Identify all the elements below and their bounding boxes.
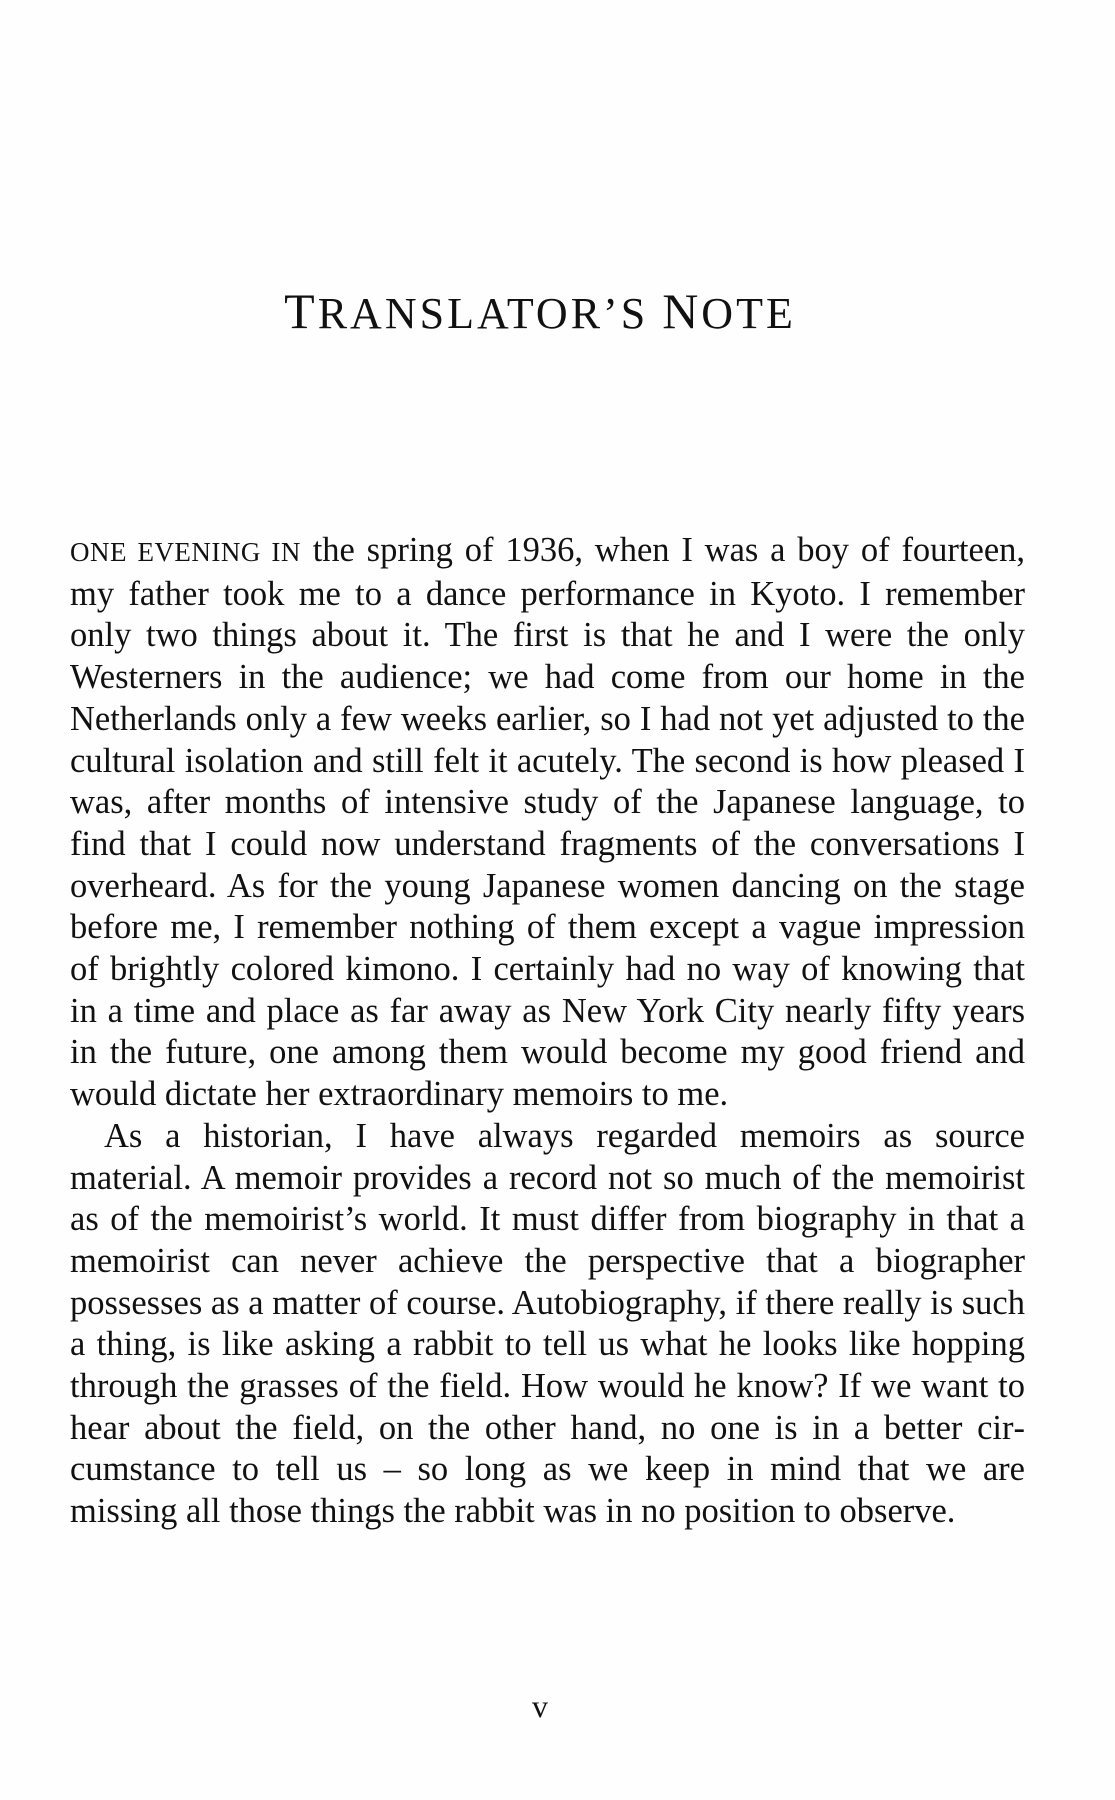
page-number: v [532, 1688, 548, 1724]
paragraph-1 [70, 530, 1025, 1116]
title-initial-2: N [662, 283, 702, 339]
chapter-title [0, 282, 1080, 340]
paragraph-1-text: the spring of 1936, when I was a boy of fourteen, my father took me to a dance performance in Kyoto. I remember only two things about it. The first is that he and I were the only Westerners in the audience; we had come from our home in the Netherlands only a few weeks earlier, so I had not yet adjusted to the cultural isolation and still felt it acutely. The second is how pleased I was, after months of intensive study of the Japanese language, to find that I could now understand fragments of the conversations I overheard. As for the young Japanese women dancing on the stage before me, I remember nothing of them except a vague impression of brightly colored kimono. I certainly had no way of knowing that in a time and place as far away as New York City nearly fifty years in the future, one among them would become my good friend and would dictate her extraordinary memoirs to me. [70, 531, 1026, 1114]
title-initial-1: T [284, 283, 318, 339]
paragraph-lead-smallcaps: ONE EVENING IN [70, 537, 301, 567]
title-word-2: OTE [701, 289, 796, 338]
title-word-1: RANSLATOR’S [317, 289, 649, 338]
paragraph-2: As a historian, I have always regarded memoirs as source material. A memoir provides a record not so much of the memoirist as of the memoirist’s world. It must differ from biography in that a memoirist can never achieve the perspective that a biographer possesses as a matter of course. Autobiography, if there really is such a thing, is like asking a rabbit to tell us what he looks like hopping through the grasses of the field. How would he know? If we want to hear about the field, on the other hand, no one is in a better circumstance to tell us – so long as we keep in mind that we are missing all those things the rabbit was in no position to observe. [70, 1116, 1025, 1531]
body-text [70, 530, 1025, 1533]
